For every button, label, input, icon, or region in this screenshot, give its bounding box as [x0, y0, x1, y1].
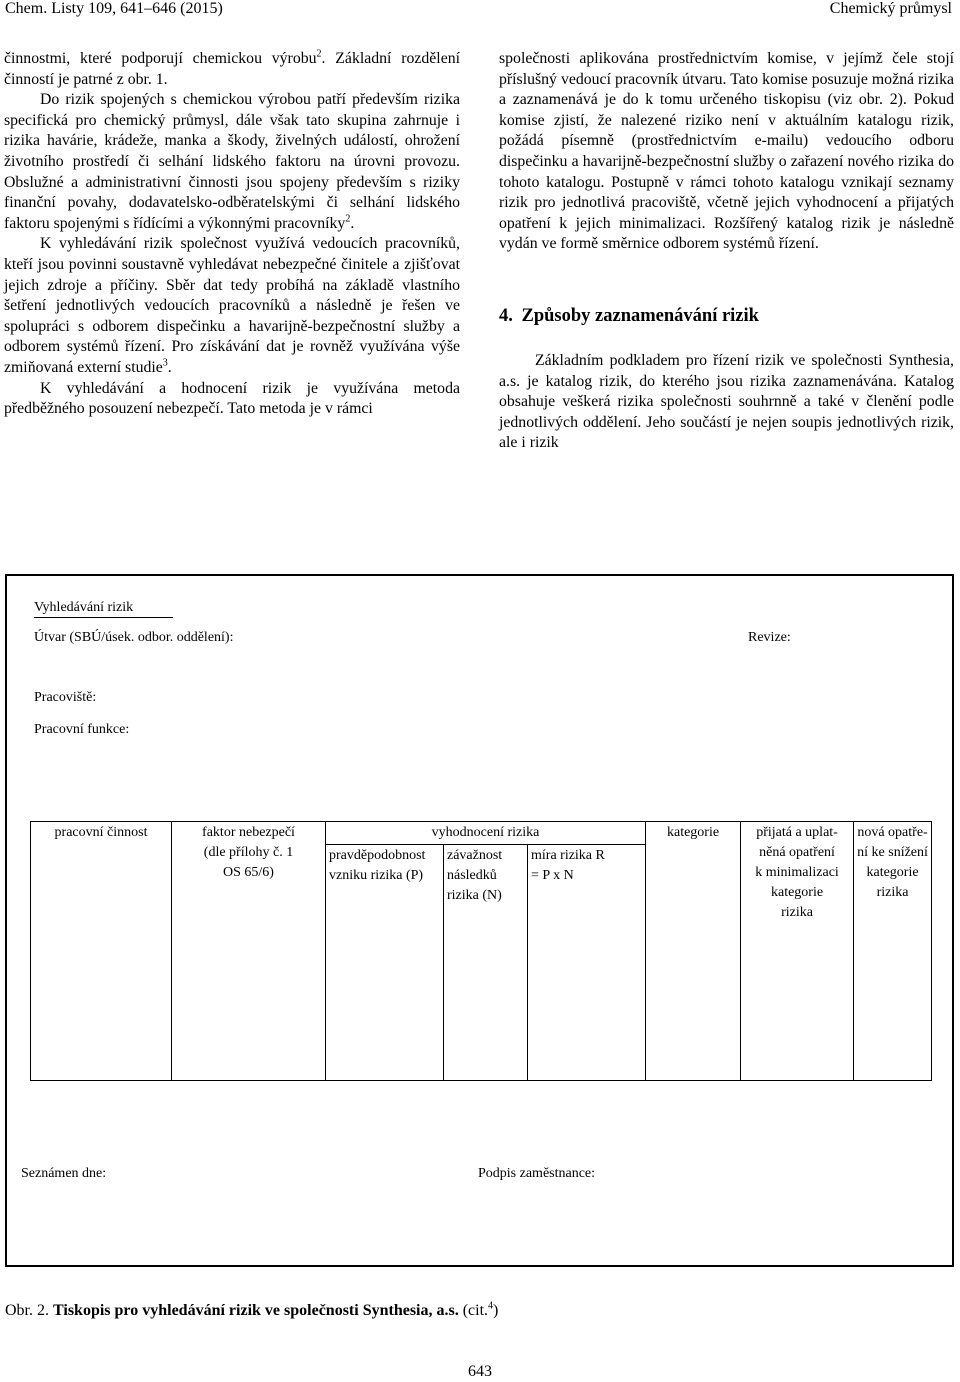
- section-heading: [499, 305, 954, 327]
- paragraph: Základním podkladem pro řízení rizik ve společnosti Synthesia, a.s. je katalog rizik, do kterého jsou rizika zaznamenávána. Katalog obsahuje veškerá rizika společnosti souhrnně a také v členění podle jednotlivých oddělení. Jeho součástí je nejen soupis jednotlivých rizik, ale i rizik: [499, 351, 954, 452]
- left-column: [4, 49, 460, 420]
- journal-section: Chemický průmysl: [829, 0, 952, 17]
- section-number: 4.: [499, 305, 513, 326]
- col-category: kategorie: [646, 822, 741, 1081]
- figure-caption: Obr. 2. Tiskopis pro vyhledávání rizik ve společnosti Synthesia, a.s. (cit.$^4$): [5, 1300, 499, 1319]
- title-underline: [34, 617, 173, 618]
- col-risk-measure: míra rizika R = P x N: [528, 845, 646, 1081]
- unit-label: Útvar (SBÚ/úsek. odbor. oddělení):: [34, 630, 234, 645]
- col-probability: pravděpodobnost vzniku rizika (P): [326, 845, 444, 1081]
- col-evaluation: vyhodnocení rizika: [326, 822, 646, 845]
- paragraph: činnostmi, které podporují chemickou výrobu$^2$. Základní rozdělení činností je patrné z obr. 1.: [4, 48, 460, 88]
- form-title: Vyhledávání rizik: [34, 600, 133, 616]
- risk-form-figure: [5, 574, 954, 1267]
- col-severity: závažnost následků rizika (N): [444, 845, 528, 1081]
- revision-label: Revize:: [748, 630, 791, 645]
- risk-table: [30, 821, 932, 1081]
- col-adopted-measures: přijatá a uplat- něná opatření k minimalizaci kategorie rizika: [741, 822, 854, 1081]
- signature-label: Podpis zaměstnance:: [478, 1166, 596, 1181]
- right-column: [499, 49, 954, 454]
- page-number: 643: [468, 1363, 492, 1380]
- function-label: Pracovní funkce:: [34, 722, 130, 737]
- section-title: Způsoby zaznamenávání rizik: [521, 305, 759, 326]
- workplace-label: Pracoviště:: [34, 690, 97, 705]
- journal-citation: Chem. Listy 109, 641–646 (2015): [5, 0, 223, 17]
- paragraph: Do rizik spojených s chemickou výrobou patří především rizika specifická pro chemický průmysl, dále však tato skupina zahrnuje i rizika havárie, krádeže, manka a škody, živelných událostí, ohrožení životního prostředí či selhání lidského faktoru na úrovni provozu. Obslužné a administrativní činnosti jsou spojeny především s riziky finanční povahy, dodavatelsko-odběratelskými či selhání lidského faktoru spojenými s řídícími a výkonnými pracovníky$^2$.: [4, 91, 460, 232]
- paragraph: K vyhledávání a hodnocení rizik je využívána metoda předběžného posouzení nebezpečí. Tato metoda je v rámci: [4, 379, 460, 418]
- col-hazard: faktor nebezpečí (dle přílohy č. 1 OS 65/6): [172, 822, 326, 1081]
- acquainted-label: Seznámen dne:: [21, 1166, 107, 1181]
- col-new-measures: nová opatře- ní ke snížení kategorie rizika: [854, 822, 932, 1081]
- paragraph: společnosti aplikována prostřednictvím komise, v jejímž čele stojí příslušný vedoucí pracovník útvaru. Tato komise posuzuje možná rizika a zaznamenává je do k tomu určeného tiskopisu (viz obr. 2). Pokud komise zjistí, že nalezené riziko není v aktuálním katalogu rizik, požádá písemně (prostřednictvím e-mailu) vedoucího odboru dispečinku a havarijně-bezpečnostní služby o zařazení nového rizika do tohoto katalogu. Postupně v rámci tohoto katalogu vznikají seznamy rizik pro jednotlivá pracoviště, včetně jejich vyhodnocení a přijatých opatření k jejich minimalizaci. Rozšířený katalog rizik je následně vydán ve formě směrnice odborem systémů řízení.: [499, 50, 954, 253]
- paragraph: K vyhledávání rizik společnost využívá vedoucích pracovníků, kteří jsou povinni soustavně vyhledávat nebezpečné činitele a zjišťovat jejich zdroje a příčiny. Sběr dat tedy probíhá na základě vlastního šetření jednotlivých vedoucích pracovníků a následně je řešen ve spolupráci s odborem dispečinku a havarijně-bezpečnostní služby a odborem systémů řízení. Pro získávání dat je rovněž využívána výše zmiňovaná externí studie$^3$.: [4, 235, 460, 376]
- col-activity: pracovní činnost: [31, 822, 172, 1081]
- running-header: [0, 0, 960, 21]
